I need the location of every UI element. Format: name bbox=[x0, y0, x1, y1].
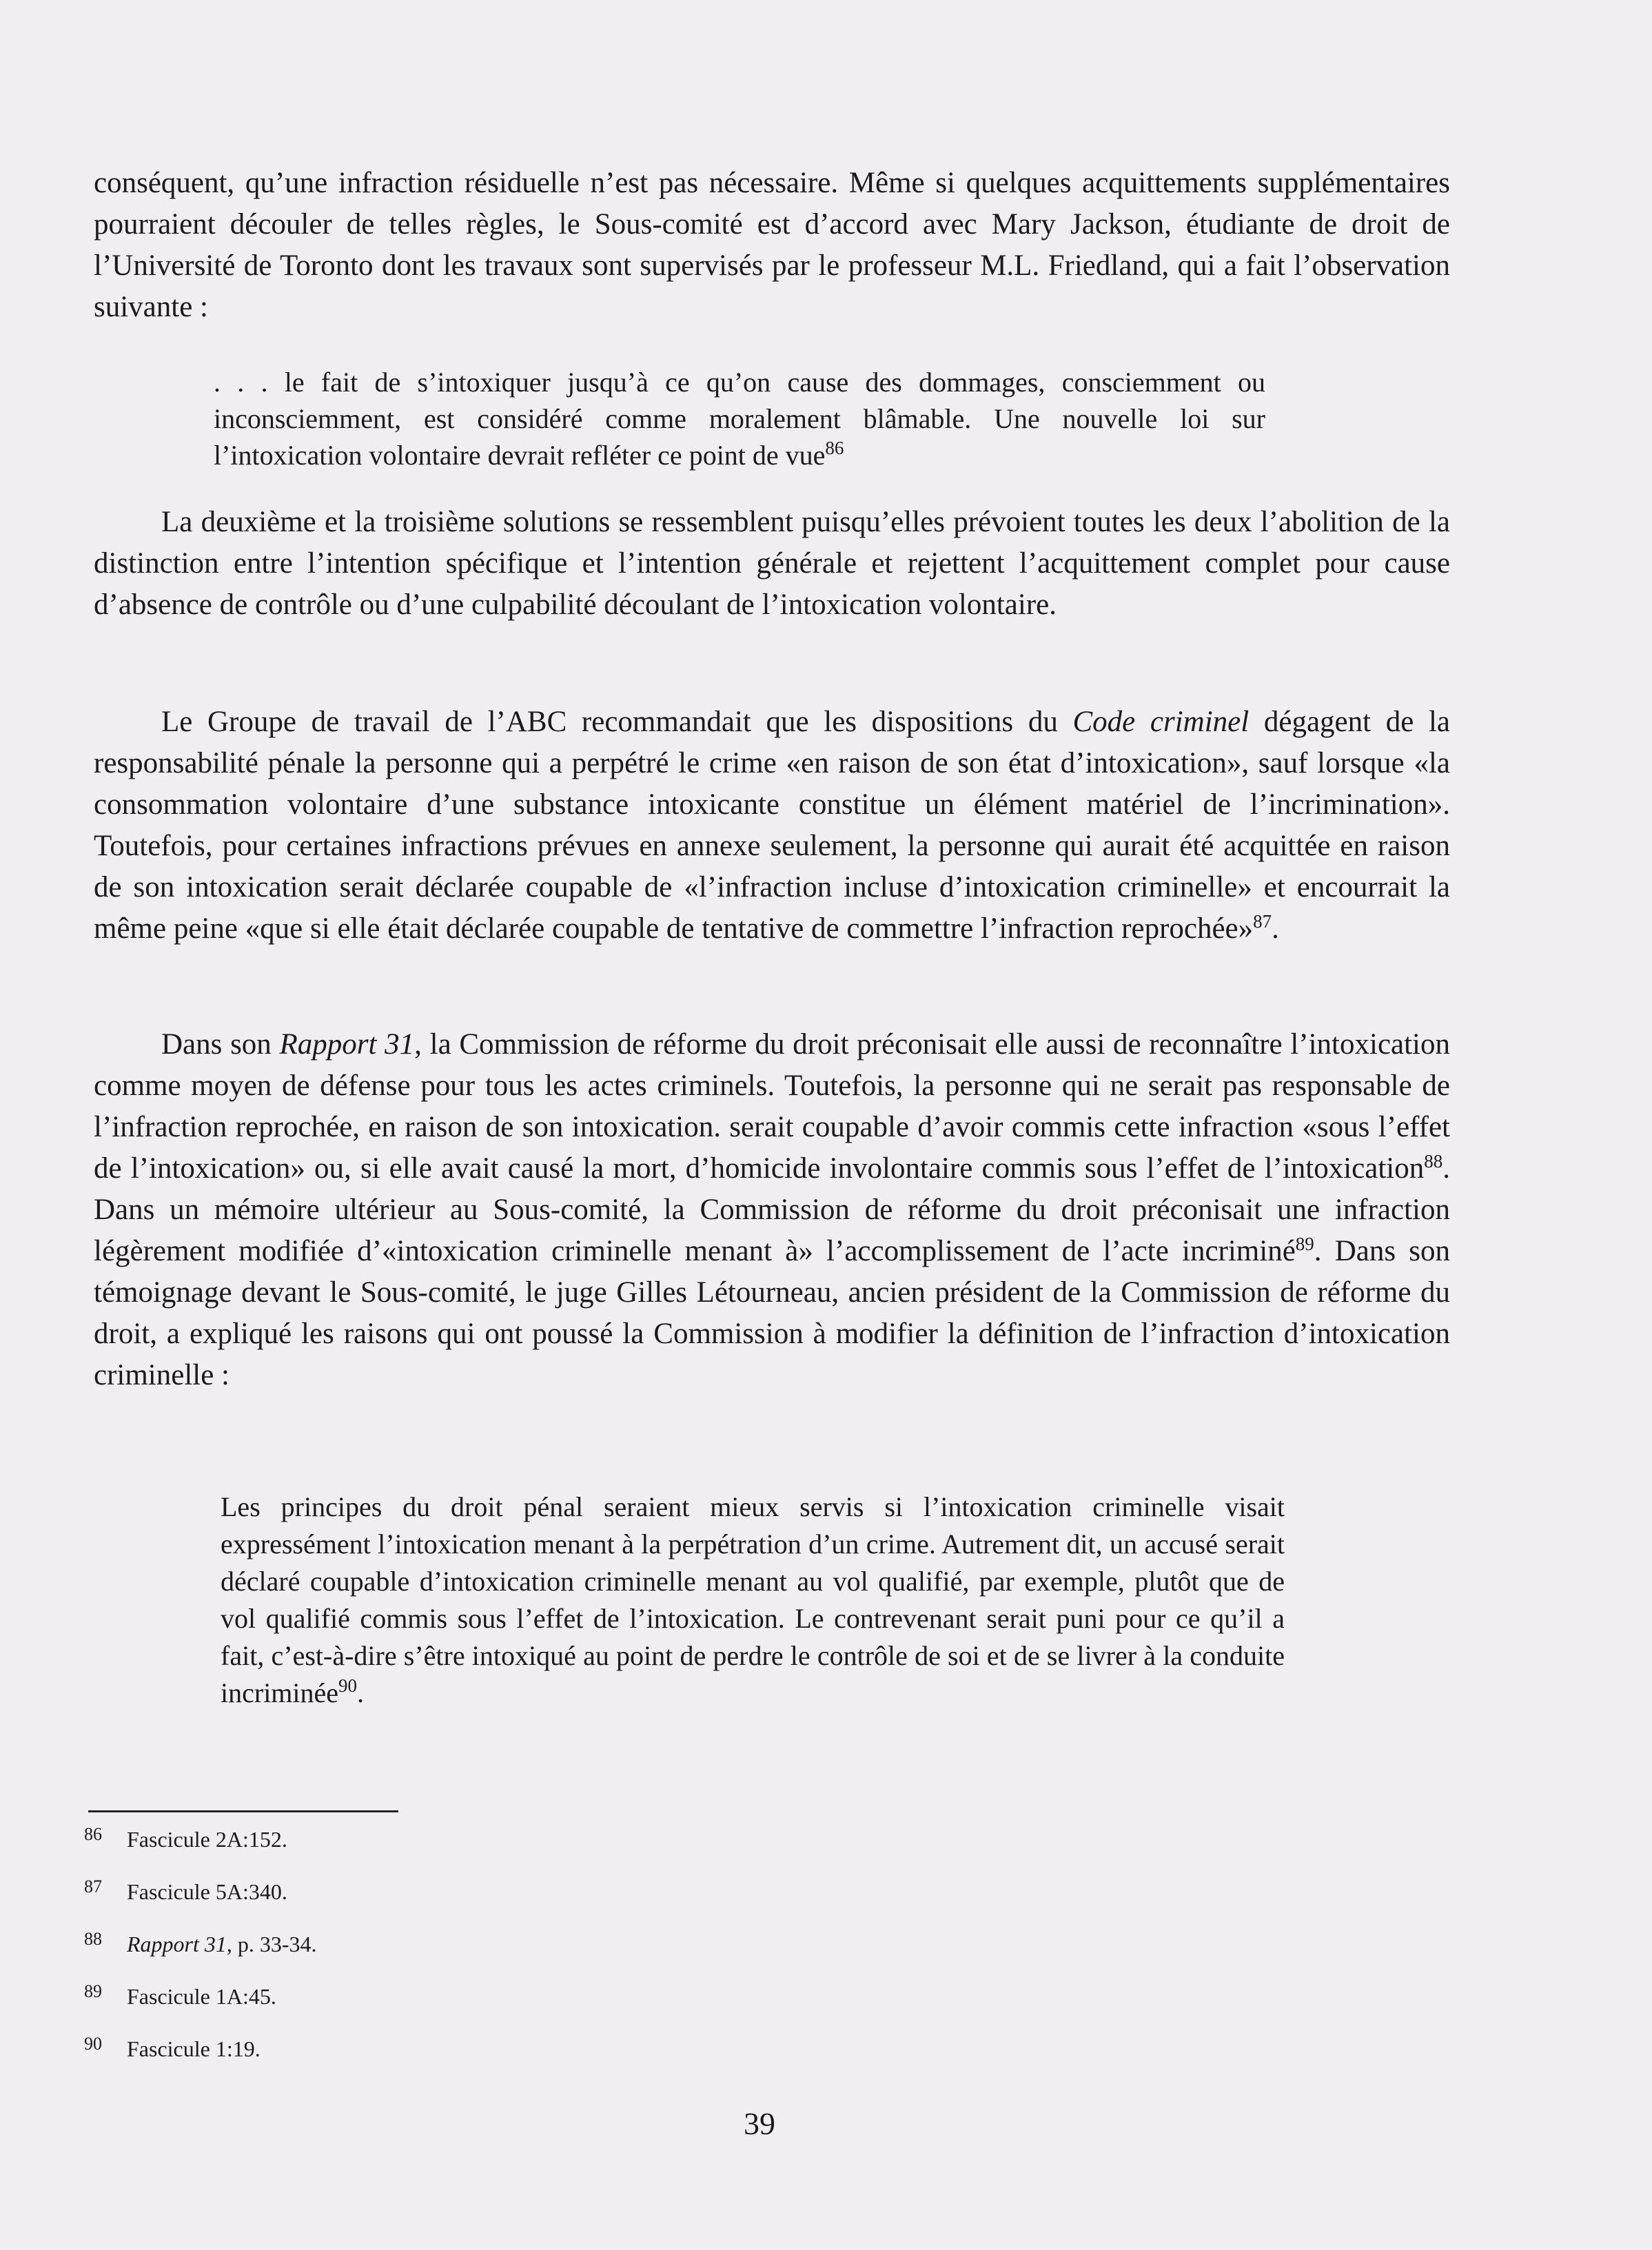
paragraph-4 bbox=[94, 1024, 1450, 1396]
block-quote-2-end: . bbox=[357, 1677, 365, 1708]
paragraph-3-text-a: Le Groupe de travail de l’ABC recommandait que les dispositions du bbox=[161, 706, 1073, 738]
footnote-number: 87 bbox=[84, 1876, 102, 1896]
footnote-number: 89 bbox=[84, 1981, 102, 2001]
footnote-87 bbox=[84, 1873, 287, 1905]
footnote-text: Fascicule 1A:45. bbox=[127, 1984, 276, 2009]
footnote-ref-90: 90 bbox=[338, 1675, 358, 1696]
footnote-90 bbox=[84, 2030, 261, 2063]
footnote-text: Fascicule 5A:340. bbox=[127, 1879, 287, 1904]
paragraph-4-rapport-31: Rapport 31 bbox=[279, 1028, 415, 1061]
footnote-86 bbox=[84, 1821, 287, 1853]
footnote-ref-86: 86 bbox=[825, 438, 844, 458]
block-quote-1 bbox=[214, 364, 1265, 473]
paragraph-4-text-c: . Dans un mémoire ultérieur au Sous-comité, la Commission de réforme du droit préconisait une infraction légèrement modifiée d’«intoxication criminelle menant à» l’accomplissement de l’acte incriminé bbox=[94, 1152, 1450, 1267]
footnote-89 bbox=[84, 1978, 276, 2010]
page-number: 39 bbox=[744, 2106, 775, 2141]
footnote-text: , p. 33-34. bbox=[226, 1932, 317, 1956]
paragraph-3-text-b: dégagent de la responsabilité pénale la personne qui a perpétré le crime «en raison de son état d’intoxication», sauf lorsque «la consommation volontaire d’une substance intoxicante constitue un élément matériel de l’incrimination». Toutefois, pour certaines infractions prévues en annexe seulement, la personne qui aurait été acquittée en raison de son intoxication serait déclarée coupable de «l’infraction incluse d’intoxication criminelle» et encourrait la même peine «que si elle était déclarée coupable de tentative de commettre l’infraction reprochée» bbox=[94, 706, 1450, 945]
paragraph-4-text-a: Dans son bbox=[161, 1028, 280, 1061]
footnote-number: 86 bbox=[84, 1824, 102, 1844]
block-quote-1-text: . . . le fait de s’intoxiquer jusqu’à ce qu’on cause des dommages, consciemment ou inconsciemment, est considéré comme moralement blâmable. Une nouvelle loi sur l’intoxication volontaire devrait refléter ce point de vue bbox=[214, 367, 1265, 471]
paragraph-4-text-b: , la Commission de réforme du droit préconisait elle aussi de reconnaître l’intoxication comme moyen de défense pour tous les actes criminels. Toutefois, la personne qui ne serait pas responsable de l’infraction reprochée, en raison de son intoxication. serait coupable d’avoir commis cette infraction «sous l’effet de l’intoxication» ou, si elle avait causé la mort, d’homicide involontaire commis sous l’effet de l’intoxication bbox=[94, 1028, 1451, 1185]
footnote-text: Fascicule 1:19. bbox=[127, 2036, 261, 2061]
paragraph-3 bbox=[94, 702, 1450, 950]
footnote-title: Rapport 31 bbox=[127, 1932, 227, 1956]
footnote-ref-89: 89 bbox=[1295, 1234, 1314, 1254]
footnote-88 bbox=[84, 1925, 317, 1958]
paragraph-1 bbox=[94, 163, 1450, 328]
footnote-ref-88: 88 bbox=[1424, 1151, 1443, 1172]
footnote-ref-87: 87 bbox=[1253, 911, 1272, 932]
paragraph-1-text: conséquent, qu’une infraction résiduelle n’est pas nécessaire. Même si quelques acquittements supplémentaires pourraient découler de telles règles, le Sous-comité est d’accord avec Mary Jackson, étudiante de droit de l’Université de Toronto dont les travaux sont supervisés par le professeur M.L. Friedland, qui a fait l’observation suivante : bbox=[94, 167, 1450, 323]
footnote-divider bbox=[88, 1810, 398, 1812]
block-quote-2 bbox=[221, 1489, 1285, 1712]
paragraph-3-code-criminel: Code criminel bbox=[1072, 706, 1250, 738]
footnote-number: 90 bbox=[84, 2034, 102, 2054]
paragraph-2-text: La deuxième et la troisième solutions se ressemblent puisqu’elles prévoient toutes les deux l’abolition de la distinction entre l’intention spécifique et l’intention générale et rejettent l’acquittement complet pour cause d’absence de contrôle ou d’une culpabilité découlant de l’intoxication volontaire. bbox=[94, 506, 1450, 621]
block-quote-2-text: Les principes du droit pénal seraient mieux servis si l’intoxication criminelle visait expressément l’intoxication menant à la perpétration d’un crime. Autrement dit, un accusé serait déclaré coupable d’intoxication criminelle menant au vol qualifié, par exemple, plutôt que de vol qualifié commis sous l’effet de l’intoxication. Le contrevenant serait puni pour ce qu’il a fait, c’est-à-dire s’être intoxiqué au point de perdre le contrôle de soi et de se livrer à la conduite incriminée bbox=[221, 1491, 1285, 1708]
paragraph-4-text-d: . Dans son témoignage devant le Sous-comité, le juge Gilles Létourneau, ancien président de la Commission de réforme du droit, a expliqué les raisons qui ont poussé la Commission à modifier la définition de l’infraction d’intoxication criminelle : bbox=[94, 1235, 1450, 1391]
footnote-text: Fascicule 2A:152. bbox=[127, 1827, 287, 1852]
paragraph-2 bbox=[94, 502, 1450, 626]
footnote-number: 88 bbox=[84, 1929, 102, 1949]
paragraph-3-end: . bbox=[1272, 912, 1279, 945]
